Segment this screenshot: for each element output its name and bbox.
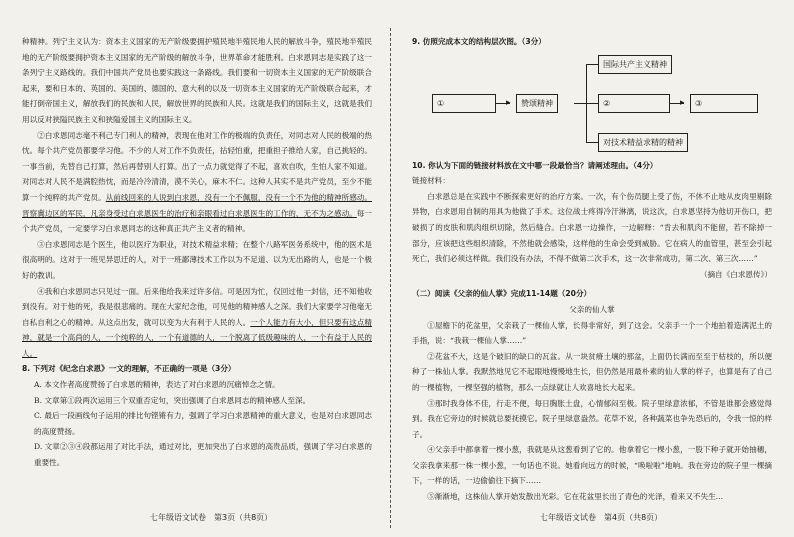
article-paragraph-4: ④父亲手中都拿着一棵小葱，我就是从这葱看到了它的。他拿着它一棵小葱，一股下种子就开始抽穗，父亲我拿来那一株一棵小葱，一句话也不说。她看向远方的时候，“唤啦啦”地响。我在旁边的院子里一棵摘下，一样的话，一边偷偷往下摘下…… <box>412 445 772 486</box>
diagram-box-3-label: ③ <box>695 98 703 108</box>
footer-page-4: 七年级语文试卷 第4页（共8页） <box>540 513 663 522</box>
structure-diagram <box>412 54 772 152</box>
paragraph-1: 种精神。列宁主义认为：资本主义国家的无产阶级要拥护殖民地半殖民地人民的解放斗争，殖民地半殖民地的无产阶级要拥护资本主义国家的无产阶级的解放斗争，世界革命才能胜利。白求恩同志是实践了这一条列宁主义路线的。我们中国共产党员也要实践这一条路线。我们要和一切资本主义国家的无产阶级联合起来，要和日本的、英国的、美国的、德国的、意大利的以及一切资本主义国家的无产阶级联合起来，才能打倒帝国主义，解放我们的民族和人民，解放世界的民族和人民。这就是我们的国际主义，这就是我们用以反对狭隘民族主义和狭隘爱国主义的国际主义。 <box>22 37 372 124</box>
diagram-box-2[interactable] <box>598 94 670 113</box>
question-8: 8. 下列对《纪念白求恩》一文的理解，不正确的一项是（3分） <box>22 364 236 374</box>
paragraph-2-text: ②白求恩同志毫不利己专门利人的精神，表现在他对工作的极端的负责任，对同志对人民的极端的热忱。每个共产党员都要学习他。不少的人对工作不负责任，拈轻怕重，把重担子推给人家，自己挑轻的。一事当前，先替自己打算，然后再替别人打算。出了一点力就觉得了不起，喜欢自吹，生怕人家不知道。对同志对人民不是满腔热忱，而是冷冷清清，漠不关心，麻木不仁。这种人其实不是共产党员，至少不能算一个纯粹的共产党员。 <box>22 130 372 202</box>
question-10: 10. 你认为下面的链接材料放在文中哪一段最恰当？请阐述理由。（4分） <box>412 160 658 170</box>
article-title: 父亲的仙人掌 <box>569 304 615 314</box>
option-a: A. 本文作者高度赞扬了白求恩的精神，表达了对白求恩的沉痛悼念之情。 <box>34 380 280 390</box>
arrow-right-icon: ▸ <box>680 97 685 108</box>
section-2-heading: （二）阅读《父亲的仙人掌》完成11-14题（20分） <box>412 289 592 299</box>
paragraph-3: ③白求恩同志是个医生，他以医疗为职业，对技术精益求精；在整个八路军医务系统中，他的医术是很高明的。这对于一班见异思迁的人，对于一班鄙薄技术工作以为不足道、以为无出路的人，也是一个极好的教训。 <box>22 239 372 280</box>
connector <box>586 64 598 65</box>
page-3 <box>22 34 372 471</box>
option-d: D. 文章②③④段都运用了对比手法，通过对比，更加突出了白求恩的高贵品质，强调了学习白求恩的重要性。 <box>34 442 372 468</box>
link-material: 白求恩总是在实践中不断探索更好的治疗方案。一次，有个伤员腿上受了伤，不休不止地从皮肉里剔除异物，白求恩用自制的用具为他做了手术。这位战士疼得冷汗淋漓，说这次，白求恩坚持为他切开伤口，把破损了的皮肤和肌肉组织切除，然后缝合。白求恩一边操作，一边解释：“肯去和肌肉不能留，若不除掉一部分，应该把这些组织清除，不然他就会感染，这样他的生命会受到威胁。它在病人的血管里，甚至会引起死亡，我们必须这样做。我们没有办法，不得不做第二次手术，这一次非常成功，第二次、第三次……” <box>412 191 772 264</box>
page-4 <box>412 34 772 504</box>
article-paragraph-5: ⑤渐渐地，这株仙人掌开始发散出光彩。它在花盆里长出了青色的光泽，看来又不失生... <box>427 492 723 502</box>
paragraph-2 <box>22 128 372 237</box>
link-label: 链接材料： <box>412 176 450 186</box>
footer-page-3: 七年级语文试卷 第3页（共8页） <box>150 513 273 522</box>
diagram-box-1[interactable] <box>432 94 496 113</box>
arrow-right-icon: ▸ <box>506 97 511 108</box>
page-divider <box>390 28 391 528</box>
diagram-box-3[interactable] <box>690 94 758 113</box>
diagram-top-box: 国际共产主义精神 <box>598 55 672 74</box>
article-paragraph-2: ②花盆不大，这是个破旧的缺口的瓦盆。从一块贫瘠土壤的那盆，上面仍长满而至至于枯枝的，所以便种了一株仙人掌。我默然地见它不起眼地慢慢地生长，但仍然是用最朴素的仙人掌的样子，也算是有了自己的一棵植物，一棵坚强的植物，那么一点绿就让人欢喜地长大起来。 <box>412 351 772 392</box>
option-c: C. 最后一段画线句子运用的排比句铿锵有力，强调了学习白求恩精神的重大意义，也是对白求恩同志的高度赞扬。 <box>34 411 372 436</box>
paragraph-4-text: ④我和白求恩同志只见过一面。后来他给我来过许多信。可是因为忙，仅回过他一封信，还不知他收到没有。对于他的死，我是很悲痛的。现在大家纪念他，可见他的精神感人之深。我们大家要学习他毫无自私自利之心的精神。从这点出发，就可以变为大有利于人民的人。 <box>22 286 372 327</box>
article-paragraph-3: ③那时我身体不佳，行走不便，每日胸胀土盘，心情郁闷至极。院子里绿意浓郁，不管是谁都会感觉得到。我在它旁边的时候就总要抚摸它。院子里绿意盎然。花草不说，各种蔬菜也争先恐后的，令我一惊的样子。 <box>412 398 772 439</box>
diagram-box-1-label: ① <box>437 98 445 108</box>
connector <box>574 103 586 104</box>
diagram-bottom-box: 对技术精益求精的精神 <box>598 133 688 152</box>
diagram-center-box: 赞颂精神 <box>516 94 558 113</box>
link-source: （摘自《白求恩传》） <box>699 269 772 279</box>
paragraph-2-end: 每一个共产党员，一定要学习白求恩同志的这种真正共产主义者的精神。 <box>22 208 372 234</box>
connector <box>586 103 598 104</box>
connector <box>586 142 598 143</box>
option-b: B. 文章第①段两次运用三个双重否定句，突出强调了白求恩同志的精神感人至深。 <box>34 395 311 405</box>
diagram-box-2-label: ② <box>603 98 611 108</box>
paragraph-4 <box>22 284 372 362</box>
paragraph-4-underline: 一个人能力有大小，但只要有这点精神，就是一个高尚的人，一个纯粹的人，一个有道德的人，一个脱离了低级趣味的人，一个有益于人民的人。 <box>22 317 372 358</box>
paragraph-2-underline: 从前线回来的人说到白求恩，没有一个不佩服，没有一个不为他的精神所感动。晋察冀边区的军民，凡亲身受过白求恩医生的治疗和亲眼看过白求恩医生的工作的，无不为之感动。 <box>22 192 372 218</box>
question-9: 9. 仿照完成本文的结构层次图。（3分） <box>412 37 546 46</box>
article-paragraph-1: ①屋檐下的花盆里，父亲栽了一棵仙人掌，长得非常好，到了这会。父亲手一个一个地拍着造满泥土的手指，说：“我栽一棵仙人掌……” <box>412 320 772 346</box>
